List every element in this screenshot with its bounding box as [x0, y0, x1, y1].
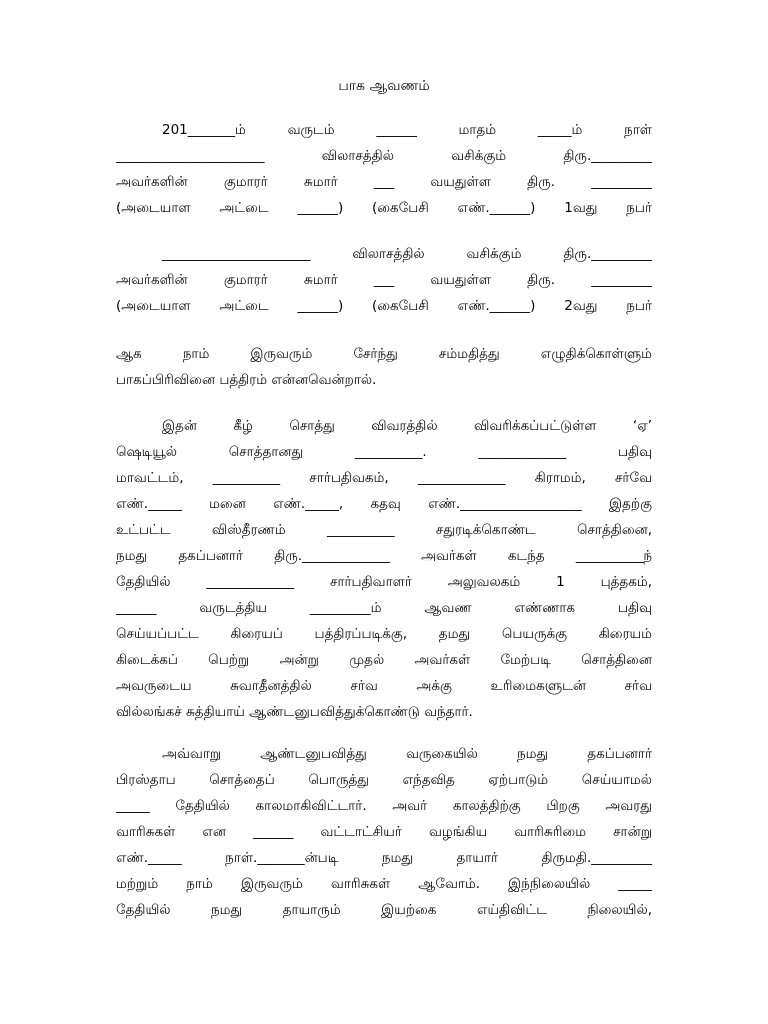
text-line: வில்லங்கச் சுத்தியாய் ஆண்டனுபவித்துக்கொண்டு வந்தார். [116, 704, 473, 720]
text-line: இதன் கீழ் சொத்து விவரத்தில் விவரிக்கப்பட்டுள்ள ‘ஏ’ [162, 418, 652, 434]
text-line: மாவட்டம், __________ சார்பதிவகம், _____________ கிராமம், சர்வே [116, 470, 652, 486]
text-line: எண்._____ நாள்._______ன்படி நமது தாயார் திருமதி._________ [116, 850, 652, 866]
text-line: ______________________ விலாசத்தில் வசிக்கும் திரு._________ [116, 148, 652, 164]
text-line: பிரஸ்தாப சொத்தைப் பொருத்து எந்தவித ஏற்பாடும் செய்யாமல் [116, 772, 652, 788]
text-line: _____ தேதியில் காலமாகிவிட்டார். அவர் காலத்திற்கு பிறகு அவரது [116, 798, 652, 814]
text-line: எண்._____ மனை எண்._____, கதவு எண்.__________________ இதற்கு [116, 496, 652, 512]
text-line: கிடைக்கப் பெற்று அன்று முதல் அவர்கள் மேற்படி சொத்தினை [116, 652, 652, 668]
text-line: (அடையாள அட்டை ______) (கைபேசி எண்.______) 2வது நபர் [116, 298, 652, 314]
text-line: (அடையாள அட்டை ______) (கைபேசி எண்.______) 1வது நபர் [116, 200, 652, 216]
text-line: அவ்வாறு ஆண்டனுபவித்து வருகையில் நமது தகப்பனார் [162, 746, 652, 762]
text-line: 201_______ம் வருடம் ______ மாதம் _____ம் நாள் [162, 122, 652, 138]
text-line: அவர்களின் குமாரர் சுமார் ___ வயதுள்ள திரு. _________ [116, 272, 652, 288]
text-line: மற்றும் நாம் இருவரும் வாரிசுகள் ஆவோம். இந்நிலையில் _____ [116, 876, 652, 892]
text-line: ______ வருடத்திய _________ம் ஆவண எண்ணாக பதிவு [116, 600, 652, 616]
text-line: நமது தகப்பனார் திரு._____________ அவர்கள் கடந்த __________ந் [116, 548, 652, 564]
text-line: ______________________ விலாசத்தில் வசிக்கும் திரு._________ [162, 246, 652, 262]
text-line: வாரிசுகள் என ______ வட்டாட்சியர் வழங்கிய வாரிசுரிமை சான்று [116, 824, 652, 840]
text-line: தேதியில் நமது தாயாரும் இயற்கை எய்திவிட்ட நிலையில், [116, 902, 652, 918]
text-line: உட்பட்ட விஸ்தீரணம் __________ சதுரடிக்கொண்ட சொத்தினை, [116, 522, 652, 538]
text-line: ஆக நாம் இருவரும் சேர்ந்து சம்மதித்து எழுதிக்கொள்ளும் [116, 346, 652, 362]
text-line: அவர்களின் குமாரர் சுமார் ___ வயதுள்ள திரு. _________ [116, 174, 652, 190]
text-line: அவருடைய சுவாதீனத்தில் சர்வ அக்கு உரிமைகளுடன் சர்வ [116, 678, 652, 694]
text-line: செய்யப்பட்ட கிரையப் பத்திரப்படிக்கு, தமது பெயருக்கு கிரையம் [116, 626, 652, 642]
document-title: பாக ஆவணம் [338, 78, 430, 94]
text-line: ஷெடியூல் சொத்தானது __________. _____________ பதிவு [116, 444, 652, 460]
text-line: பாகப்பிரிவினை பத்திரம் என்னவென்றால். [116, 372, 377, 388]
text-line: தேதியில் _____________ சார்பதிவாளர் அலுவலகம் 1 புத்தகம், [116, 574, 652, 590]
